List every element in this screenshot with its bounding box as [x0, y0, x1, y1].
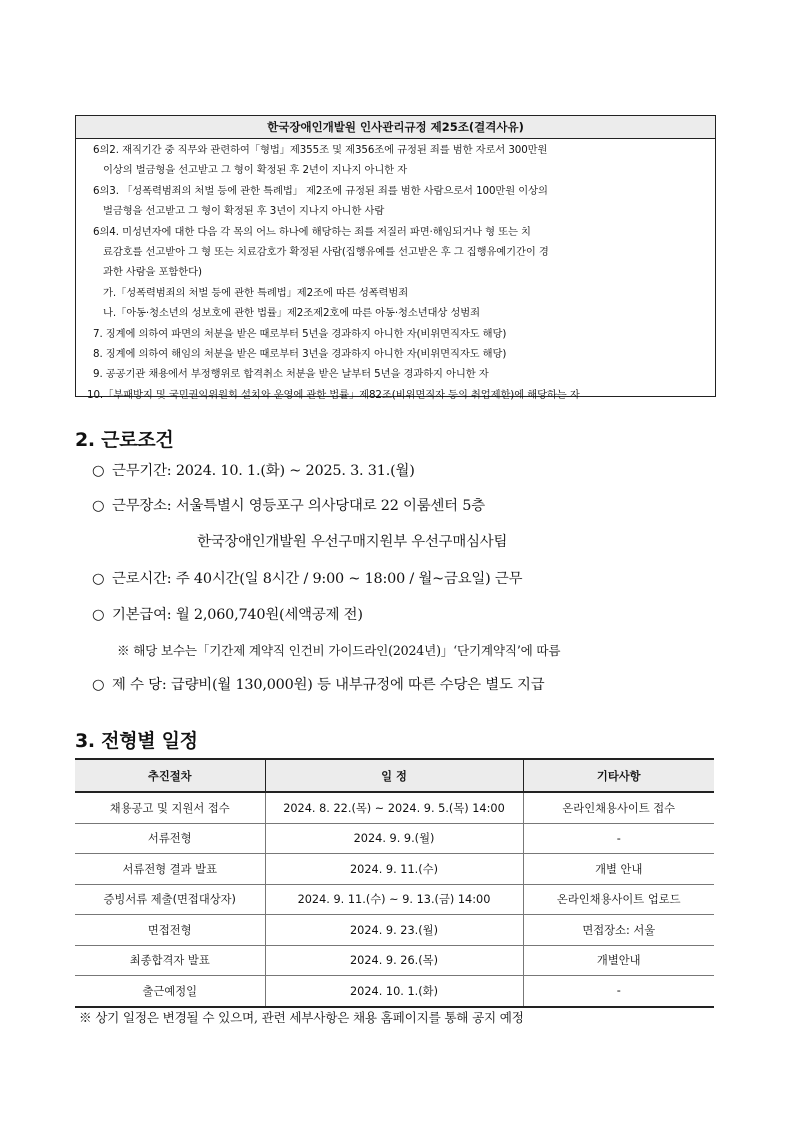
date-cell: 2024. 8. 22.(목) ~ 2024. 9. 5.(목) 14:00 — [265, 792, 523, 823]
work-period: ○ 근무기간: 2024. 10. 1.(화) ~ 2025. 3. 31.(월) — [92, 463, 415, 479]
date-cell: 2024. 9. 9.(월) — [265, 823, 523, 854]
column-header: 기타사항 — [523, 759, 714, 792]
note-cell: 개별 안내 — [523, 854, 714, 885]
date-cell: 2024. 10. 1.(화) — [265, 976, 523, 1007]
table-row — [75, 884, 714, 915]
circle-bullet-icon: ○ — [92, 498, 105, 514]
regulation-line: 가.「성폭력범죄의 처벌 등에 관한 특례법」제2조에 따른 성폭력범죄 — [103, 286, 409, 299]
step-cell: 최종합격자 발표 — [75, 945, 265, 976]
step-cell: 증빙서류 제출(면접대상자) — [75, 884, 265, 915]
schedule-footnote: ※ 상기 일정은 변경될 수 있으며, 관련 세부사항은 채용 홈페이지를 통해 공지 예정 — [79, 1010, 524, 1025]
work-place: ○ 근무장소: 서울특별시 영등포구 의사당대로 22 이룸센터 5층 — [92, 498, 485, 514]
regulation-line: 7. 징계에 의하여 파면의 처분을 받은 때로부터 5년을 경과하지 아니한 자(비위면직자도 해당) — [93, 327, 507, 340]
note-cell: 면접장소: 서울 — [523, 915, 714, 946]
table-row — [75, 854, 714, 885]
work-place-detail: 한국장애인개발원 우선구매지원부 우선구매심사팀 — [197, 534, 508, 550]
date-cell: 2024. 9. 11.(수) ~ 9. 13.(금) 14:00 — [265, 884, 523, 915]
step-cell: 서류전형 — [75, 823, 265, 854]
column-header: 추진절차 — [75, 759, 265, 792]
section-3-title: 3. 전형별 일정 — [75, 730, 198, 752]
note-cell: 개별안내 — [523, 945, 714, 976]
base-pay: ○ 기본급여: 월 2,060,740원(세액공제 전) — [92, 607, 363, 623]
circle-bullet-icon: ○ — [92, 463, 105, 479]
regulation-lines — [76, 139, 715, 405]
circle-bullet-icon: ○ — [92, 607, 105, 623]
schedule-table — [75, 758, 714, 1008]
date-cell: 2024. 9. 26.(목) — [265, 945, 523, 976]
regulation-line: 벌금형을 선고받고 그 형이 확정된 후 3년이 지나지 아니한 사람 — [103, 205, 385, 218]
note-cell: - — [523, 976, 714, 1007]
regulation-line: 8. 징계에 의하여 해임의 처분을 받은 때로부터 3년을 경과하지 아니한 자(비위면직자도 해당) — [93, 348, 507, 361]
step-cell: 서류전형 결과 발표 — [75, 854, 265, 885]
circle-bullet-icon: ○ — [92, 677, 105, 693]
step-cell: 면접전형 — [75, 915, 265, 946]
step-cell: 채용공고 및 지원서 접수 — [75, 792, 265, 823]
table-header-row — [75, 759, 714, 792]
note-cell: 온라인채용사이트 접수 — [523, 792, 714, 823]
allowance: ○ 제 수 당: 급량비(월 130,000원) 등 내부규정에 따른 수당은 별도 지급 — [92, 677, 545, 693]
step-cell: 출근예정일 — [75, 976, 265, 1007]
date-cell: 2024. 9. 23.(월) — [265, 915, 523, 946]
pay-note: ※ 해당 보수는「기간제 계약직 인건비 가이드라인(2024년)」‘단기계약직’에 따름 — [117, 643, 561, 658]
regulation-line: 9. 공공기관 채용에서 부정행위로 합격취소 처분을 받은 날부터 5년을 경과하지 아니한 자 — [93, 368, 489, 381]
circle-bullet-icon: ○ — [92, 571, 105, 587]
regulation-title: 한국장애인개발원 인사관리규정 제25조(결격사유) — [76, 116, 715, 139]
note-cell: 온라인채용사이트 업로드 — [523, 884, 714, 915]
note-cell: - — [523, 823, 714, 854]
regulation-line: 이상의 벌금형을 선고받고 그 형이 확정된 후 2년이 지나지 아니한 자 — [103, 164, 408, 177]
regulation-line: 6의3. 「성폭력범죄의 처벌 등에 관한 특례법」 제2조에 규정된 죄를 범한 사람으로서 100만원 이상의 — [93, 184, 548, 197]
regulation-line: 10.「부패방지 및 국민권익위원회 설치와 운영에 관한 법률」제82조(비위면직자 등의 취업제한)에 해당하는 자 — [87, 388, 580, 401]
column-header: 일 정 — [265, 759, 523, 792]
table-row — [75, 976, 714, 1007]
table-row — [75, 823, 714, 854]
regulation-line: 과한 사람을 포함한다) — [103, 266, 202, 279]
date-cell: 2024. 9. 11.(수) — [265, 854, 523, 885]
regulation-line: 6의2. 재직기간 중 직무와 관련하여「형법」제355조 및 제356조에 규정된 죄를 범한 자로서 300만원 — [93, 144, 548, 156]
regulation-box — [75, 115, 716, 401]
regulation-line: 료감호를 선고받아 그 형 또는 치료감호가 확정된 사람(집행유예를 선고받은 후 그 집행유예기간이 경 — [103, 246, 549, 259]
table-row — [75, 792, 714, 823]
table-row — [75, 945, 714, 976]
work-hours: ○ 근로시간: 주 40시간(일 8시간 / 9:00 ~ 18:00 / 월~금요일) 근무 — [92, 571, 523, 587]
section-2-title: 2. 근로조건 — [75, 429, 174, 451]
regulation-line: 6의4. 미성년자에 대한 다음 각 목의 어느 하나에 해당하는 죄를 저질러 파면·해임되거나 형 또는 치 — [93, 225, 531, 238]
table-row — [75, 915, 714, 946]
regulation-line: 나.「아동·청소년의 성보호에 관한 법률」제2조제2호에 따른 아동·청소년대상 성범죄 — [103, 307, 480, 320]
